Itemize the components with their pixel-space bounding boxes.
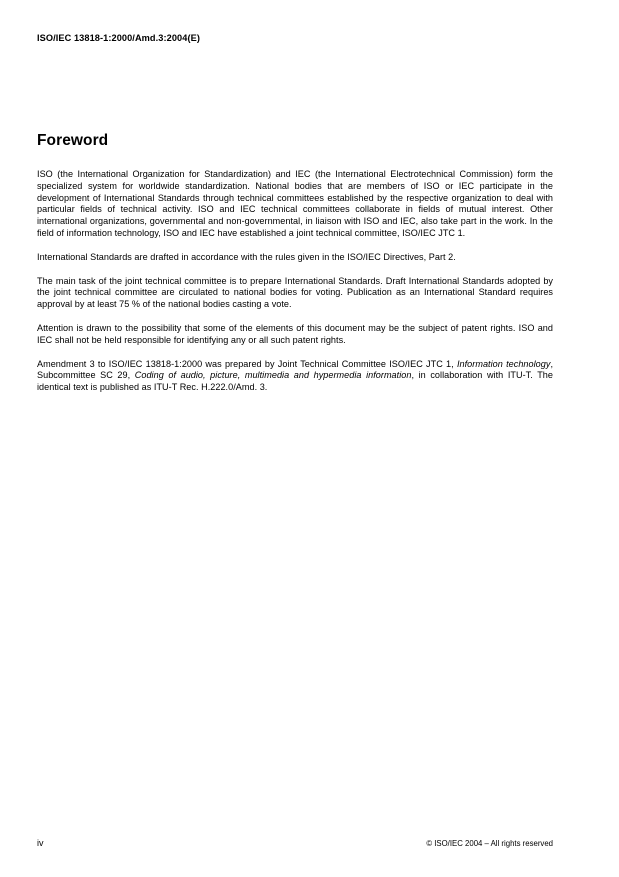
document-body — [37, 132, 553, 394]
foreword-paragraph-2: International Standards are drafted in accordance with the rules given in the ISO/IEC Directives, Part 2. — [37, 251, 456, 262]
subcommittee-title-coding: Coding of audio, picture, multimedia and hypermedia information — [134, 370, 412, 381]
committee-title-information-technology: Information technology — [456, 358, 551, 369]
foreword-paragraph-5 — [37, 359, 553, 394]
document-header: ISO/IEC 13818-1:2000/Amd.3:2004(E) — [37, 33, 200, 43]
foreword-paragraph-3: The main task of the joint technical committee is to prepare International Standards. Draft International Standards adopted by the joint technical committee are circulated to national bodies for voting. Publication as an International Standard requires approval by at least 75 % of the national bodies casting a vote. — [37, 275, 553, 310]
footer-page-number: iv — [37, 838, 44, 848]
foreword-paragraph-1: ISO (the International Organization for Standardization) and IEC (the International Electrotechnical Commission) form the specialized system for worldwide standardization. National bodies that are members of ISO or IEC participate in the development of International Standards through technical committees established by the respective organization to deal with particular fields of technical activity. ISO and IEC technical committees collaborate in fields of mutual interest. Other international organizations, governmental and non-governmental, in liaison with ISO and IEC, also take part in the work. In the field of information technology, ISO and IEC have established a joint technical committee, ISO/IEC JTC 1. — [37, 169, 553, 239]
amendment-text-tail: , in collaboration with ITU-T. The identical text is published as ITU-T Rec. H.222.0/Amd. 3. — [37, 370, 553, 393]
page-footer — [37, 838, 553, 848]
subcommittee-text: , Subcommittee SC 29, — [37, 358, 554, 381]
page-title: Foreword — [37, 132, 109, 149]
amendment-text-lead: Amendment 3 to ISO/IEC 13818-1:2000 was prepared by Joint Technical Committee ISO/IEC JTC 1, — [37, 358, 457, 369]
foreword-paragraph-4: Attention is drawn to the possibility that some of the elements of this document may be the subject of patent rights. ISO and IEC shall not be held responsible for identifying any or all such patent rights. — [37, 323, 553, 345]
footer-copyright: © ISO/IEC 2004 – All rights reserved — [426, 839, 553, 848]
